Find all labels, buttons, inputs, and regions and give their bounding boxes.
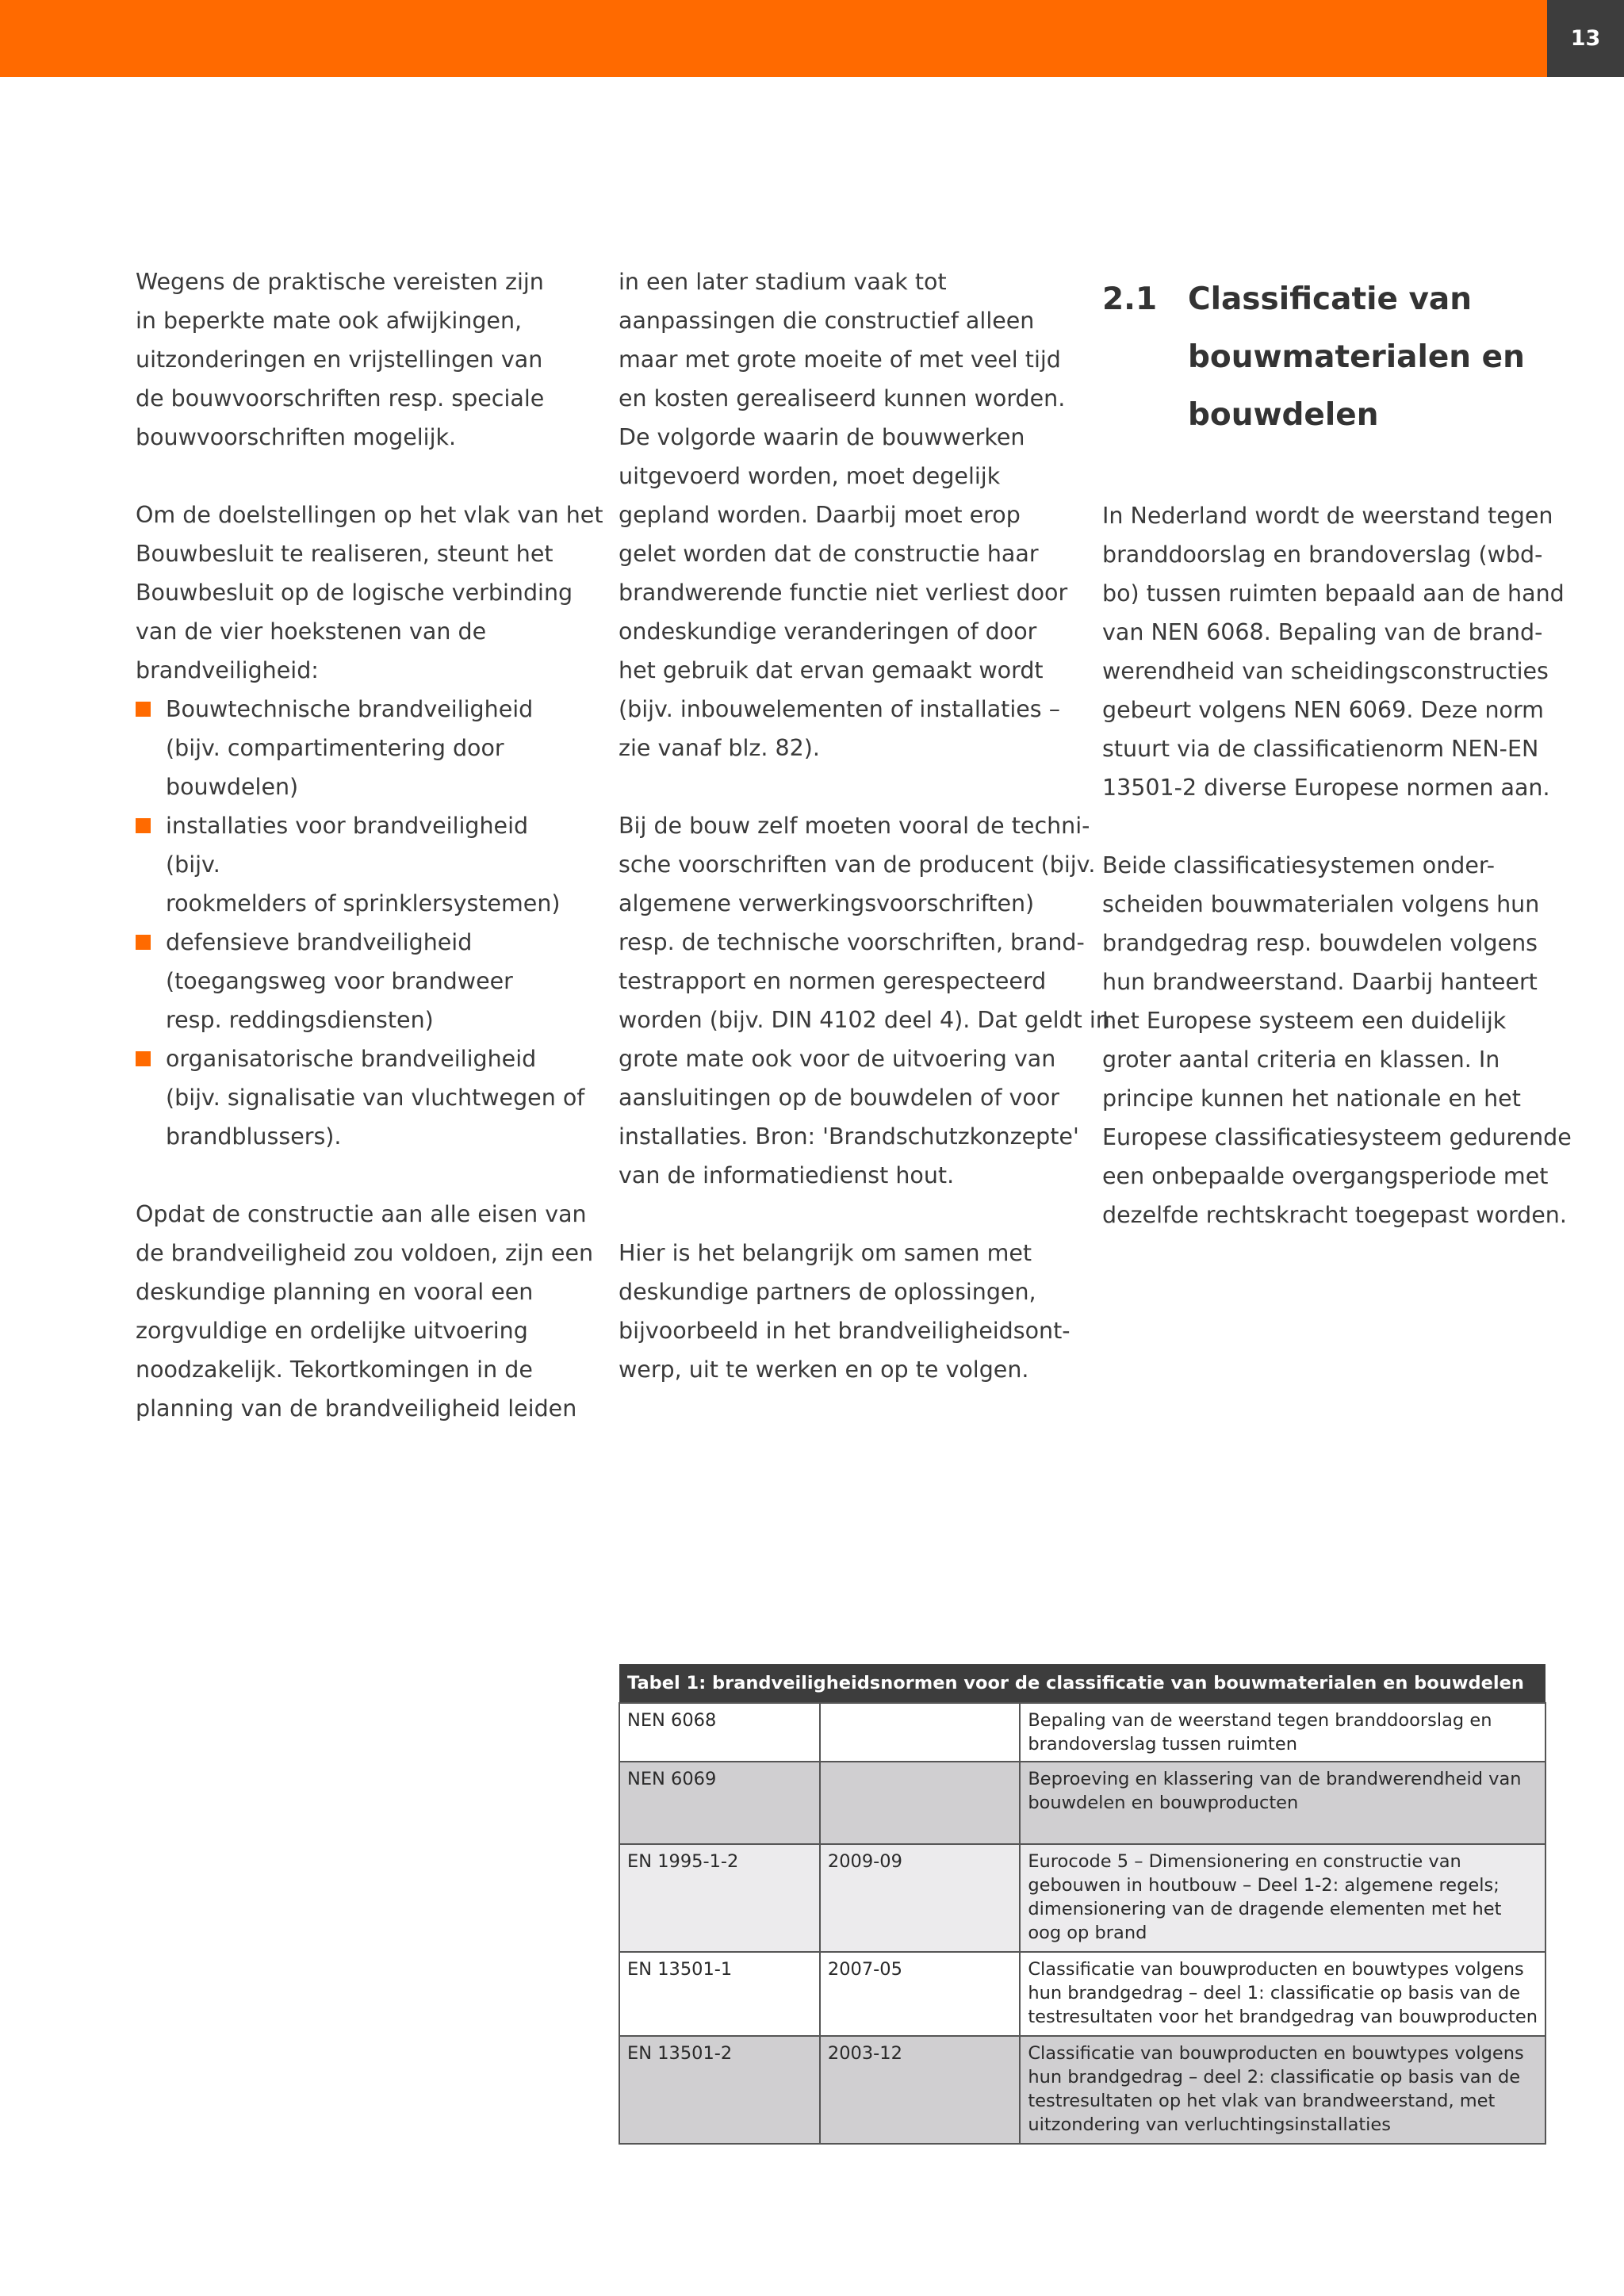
description-cell: Classificatie van bouwproducten en bouwtypes volgens hun brandgedrag – deel 2: classificatie op basis van de testresultaten op het vlak van brandweerstand, met uitzondering van verluchtingsinstallaties — [1020, 2036, 1545, 2144]
date-cell — [820, 1762, 1020, 1844]
description-cell: Classificatie van bouwproducten en bouwtypes volgens hun brandgedrag – deel 1: classificatie op basis van de testresultaten voor het brandgedrag van bouwproducten — [1020, 1952, 1545, 2036]
list-item: defensieve brandveiligheid (toegangsweg voor brandweer resp. reddingsdiensten) — [136, 923, 588, 1039]
date-cell — [820, 1703, 1020, 1762]
section-number: 2.1 — [1102, 281, 1158, 317]
top-accent-bar — [0, 0, 1624, 77]
bullet-square-icon — [136, 935, 151, 950]
section-heading — [1102, 270, 1570, 444]
text-column-1 — [136, 262, 603, 1428]
bullet-square-icon — [136, 818, 151, 833]
norm-cell: EN 1995-1-2 — [619, 1844, 820, 1952]
norm-cell: EN 13501-1 — [619, 1952, 820, 2036]
table-row — [619, 1703, 1545, 1762]
paragraph: Om de doelstellingen op het vlak van het Bouwbesluit te realiseren, steunt het Bouwbesluit op de logische verbinding van de vier hoekstenen van de brandveiligheid: — [136, 502, 603, 683]
paragraph: Wegens de praktische vereisten zijn in beperkte mate ook afwijkingen, uitzonderingen en vrijstellingen van de bouwvoorschriften resp. speciale bouwvoorschriften mogelijk. — [136, 269, 545, 450]
description-cell: Beproeving en klassering van de brandwerendheid van bouwdelen en bouwproducten — [1020, 1762, 1545, 1844]
norm-cell: NEN 6069 — [619, 1762, 820, 1844]
norm-cell: EN 13501-2 — [619, 2036, 820, 2144]
date-cell: 2003-12 — [820, 2036, 1020, 2144]
date-cell: 2007-05 — [820, 1952, 1020, 2036]
table-row — [619, 1762, 1545, 1844]
paragraph: Beide classificatiesystemen onder- scheiden bouwmaterialen volgens hun brandgedrag resp. bouwdelen volgens hun brandweerstand. Daarbij hanteert het Europese systeem een duidelijk groter aantal criteria en klassen. In principe kunnen het nationale en het Europese classificatiesysteem gedurende een onbepaalde overgangsperiode met dezelfde rechtskracht toegepast worden. — [1102, 852, 1572, 1228]
table-row — [619, 1844, 1545, 1952]
text-column-3 — [1102, 262, 1570, 1234]
paragraph: Opdat de constructie aan alle eisen van de brandveiligheid zou voldoen, zijn een deskundige planning en vooral een zorgvuldige en ordelijke uitvoering noodzakelijk. Tekortkomingen in de planning van de brandveiligheid leiden — [136, 1201, 594, 1422]
date-cell: 2009-09 — [820, 1844, 1020, 1952]
paragraph: in een later stadium vaak tot aanpassingen die constructief alleen maar met grote moeite of met veel tijd en kosten gerealiseerd kunnen worden. De volgorde waarin de bouwwerken uitgevoerd worden, moet degelijk gepland worden. Daarbij moet erop gelet worden dat de constructie haar brandwerende functie niet verliest door ondeskundige veranderingen of door het gebruik dat ervan gemaakt wordt (bijv. inbouwelementen of installaties – zie vanaf blz. 82). — [619, 269, 1068, 761]
bullet-square-icon — [136, 1051, 151, 1066]
table-caption: Tabel 1: brandveiligheidsnormen voor de classificatie van bouwmaterialen en bouwdelen — [619, 1664, 1545, 1703]
description-cell: Bepaling van de weerstand tegen branddoorslag en brandoverslag tussen ruimten — [1020, 1703, 1545, 1762]
standards-table — [619, 1664, 1546, 2145]
section-title: Classificatie van bouwmaterialen en bouwdelen — [1188, 281, 1525, 433]
norm-cell: NEN 6068 — [619, 1703, 820, 1762]
table-row — [619, 1952, 1545, 2036]
page-number: 13 — [1547, 0, 1624, 77]
paragraph: Hier is het belangrijk om samen met deskundige partners de oplossingen, bijvoorbeeld in het brandveiligheidsont- werp, uit te werken en op te volgen. — [619, 1240, 1071, 1383]
table-row — [619, 2036, 1545, 2144]
bullet-square-icon — [136, 702, 151, 717]
list-item: Bouwtechnische brandveiligheid (bijv. compartimentering door bouwdelen) — [136, 690, 588, 806]
list-item: organisatorische brandveiligheid (bijv. signalisatie van vluchtwegen of brandblussers). — [136, 1039, 588, 1156]
bullet-list — [136, 690, 588, 1156]
text-column-2 — [619, 262, 1110, 1389]
paragraph: In Nederland wordt de weerstand tegen branddoorslag en brandoverslag (wbd- bo) tussen ruimten bepaald aan de hand van NEN 6068. Bepaling van de brand- werendheid van scheidingsconstructies gebeurt volgens NEN 6069. Deze norm stuurt via de classificatienorm NEN-EN 13501-2 diverse Europese normen aan. — [1102, 503, 1565, 801]
description-cell: Eurocode 5 – Dimensionering en constructie van gebouwen in houtbouw – Deel 1-2: algemene regels; dimensionering van de dragende elementen met het oog op brand — [1020, 1844, 1545, 1952]
list-item: installaties voor brandveiligheid (bijv. rookmelders of sprinklersystemen) — [136, 806, 588, 923]
paragraph: Bij de bouw zelf moeten vooral de techni- sche voorschriften van de producent (bijv. algemene verwerkingsvoorschriften) resp. de technische voorschriften, brand- testrapport en normen gerespecteerd worden (bijv. DIN 4102 deel 4). Dat geldt in grote mate ook voor de uitvoering van aansluitingen op de bouwdelen of voor installaties. Bron: 'Brandschutzkonzepte' van de informatiedienst hout. — [619, 813, 1110, 1188]
